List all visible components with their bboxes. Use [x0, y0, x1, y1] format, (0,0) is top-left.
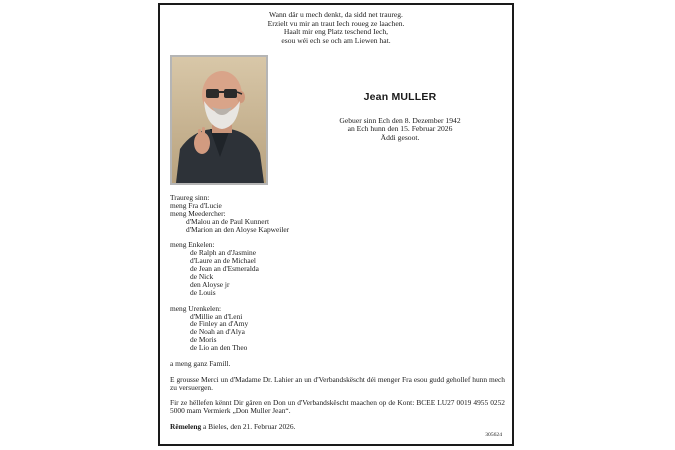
portrait-photo	[170, 55, 268, 185]
grandchild-entry: de Ralph an d'Jasmine	[190, 248, 256, 258]
deceased-name: Jean MULLER	[363, 91, 437, 103]
poem-line: Haalt mir eng Platz teschend Iech,	[283, 27, 389, 37]
obituary-notice	[158, 3, 514, 446]
poem-line: esou wéi ech se och am Liewen hat.	[281, 35, 391, 45]
great-grandchildren-label: meng Urenkelen:	[170, 303, 222, 313]
great-grandchild-entry: de Noah an d'Alya	[190, 327, 245, 337]
child-entry: d'Marion an den Aloyse Kapweiler	[186, 224, 290, 234]
grandchild-entry: d'Laure an de Michael	[190, 256, 256, 266]
grandchild-entry: de Nick	[190, 272, 214, 282]
place-date-rest: a Bieles, den 21. Februar 2026.	[201, 422, 296, 432]
life-dates	[300, 117, 500, 142]
great-grandchild-entry: de Moris	[190, 335, 217, 345]
grandchildren-label: meng Enkelen:	[170, 240, 215, 250]
children-label: meng Meedercher:	[170, 208, 226, 218]
grandchild-entry: de Jean an d'Esmeralda	[190, 264, 259, 274]
mourners-section	[170, 194, 505, 431]
place-date-line	[170, 423, 505, 431]
great-grandchild-entry: d'Millie an d'Leni	[190, 311, 243, 321]
poem-line: Wann där u mech denkt, da sidd net traureg.	[269, 10, 403, 19]
wife-line: meng Fra d'Lucie	[170, 200, 222, 210]
thanks-paragraph: E grousse Merci un d'Madame Dr. Lahier an un d'Verbandskëscht déi menger Fra esou gudd gehollef hunn mech zu versuergen.	[170, 374, 505, 392]
grandchild-entry: den Aloyse jr	[190, 279, 230, 289]
child-entry: d'Malou an de Paul Kunnert	[186, 216, 270, 226]
great-grandchild-entry: de Finley an d'Amy	[190, 319, 249, 329]
great-grandchild-entry: de Lio an den Theo	[190, 343, 248, 353]
farewell-line: Äddi gesoot.	[380, 132, 420, 142]
donation-paragraph: Fir ze hëllefen kënnt Dir gären en Don un d'Verbandskëscht maachen op de Kont: BCEE LU27 0019 4955 0252 5000 mam Vermierk „Don Muller Jean“.	[170, 398, 505, 416]
grandchild-entry: de Louis	[190, 287, 216, 297]
poem-line: Erzielt vu mir an traut Iech roueg ze laachen.	[267, 18, 405, 28]
mourners-intro: Traureg sinn:	[170, 193, 210, 202]
birth-line: Gebuer sinn Ech den 8. Dezember 1942	[339, 116, 461, 125]
town-name: Rëmeleng	[170, 422, 202, 432]
reference-code: 305624	[485, 432, 502, 438]
death-line: an Ech hunn den 15. Februar 2026	[347, 124, 453, 134]
family-closing: a meng ganz Famill.	[170, 358, 231, 368]
memorial-poem	[160, 11, 512, 45]
